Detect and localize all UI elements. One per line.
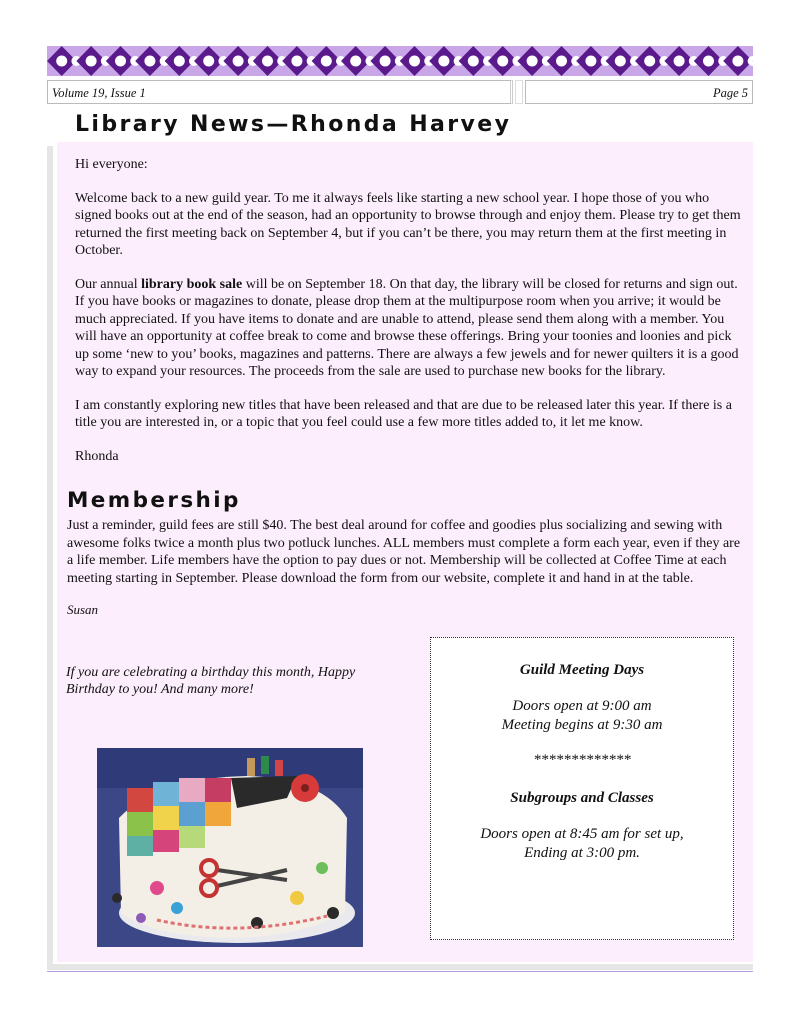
greeting: Hi everyone: — [75, 157, 148, 172]
membership-title: Membership — [67, 488, 241, 513]
meeting-info-box — [430, 637, 734, 940]
meeting-box-divider: ************* — [533, 752, 631, 768]
membership-signature: Susan — [67, 602, 99, 617]
membership-body: Just a reminder, guild fees are still $40. The best deal around for coffee and goodies plus socializing and sewing with awesome folks twice a month plus two potluck lunches. ALL members must complete a form each year, even if they are a life member. Life members have the option to pay dues or not. Membership will be collected at Coffee Time at each meeting starting in September. Please download the form from our website, complete it and hand in at the table. — [67, 518, 741, 586]
library-article — [75, 156, 743, 481]
meeting-begins: Meeting begins at 9:30 am — [501, 717, 663, 733]
meeting-box-title: Guild Meeting Days — [519, 662, 645, 678]
subgroups-ending: Ending at 3:00 pm. — [524, 845, 640, 861]
quilt-cake-photo — [97, 748, 363, 947]
panel-shadow-bottom — [47, 964, 753, 970]
page-number: Page 5 — [525, 80, 753, 104]
library-title: Library News—Rhonda Harvey — [75, 112, 512, 137]
book-sale-highlight: library book sale — [141, 276, 243, 292]
panel-shadow — [47, 146, 53, 964]
header-divider — [515, 80, 523, 104]
library-title-bar — [55, 110, 753, 142]
subgroups-doors-open: Doors open at 8:45 am for set up, — [480, 826, 684, 842]
library-paragraph-2: Our annual library book sale will be on September 18. On that day, the library will be closed for returns and sign out. If you have books or magazines to donate, please drop them at the multipurpose room when you arrive; it would be much appreciated. If you have items to donate and are unable to attend, please send them along with a member. You will have an opportunity at coffee break to come and browse these offerings. Bring your toonies and loonies and pick up some ‘new to you’ books, magazines and patterns. There are always a few jewels and for newer quilters it is a good way to expand your resources. The proceeds from the sale are used to purchase new books for the library. — [75, 276, 739, 379]
footer-line — [47, 971, 753, 972]
meeting-doors-open: Doors open at 9:00 am — [512, 698, 652, 714]
library-paragraph-3: I am constantly exploring new titles that have been released and that are due to be released later this year. If there is a title you are interested in, or a topic that you feel could use a few more titles added to, it let me know. — [75, 397, 732, 430]
library-paragraph-1: Welcome back to a new guild year. To me it always feels like starting a new school year. I hope those of you who signed books out at the end of the season, had an opportunity to browse through and enjoy them. Please try to get them returned the first meeting back on September 4, but if you can’t be there, you may return them at the first meeting in October. — [75, 190, 741, 258]
library-signature: Rhonda — [75, 448, 119, 464]
subgroups-title: Subgroups and Classes — [510, 790, 654, 806]
diamond-banner — [47, 46, 753, 76]
issue-label: Volume 19, Issue 1 — [47, 80, 513, 104]
birthday-message: If you are celebrating a birthday this month, Happy Birthday to you! And many more! — [66, 665, 356, 697]
membership-section — [67, 488, 747, 633]
